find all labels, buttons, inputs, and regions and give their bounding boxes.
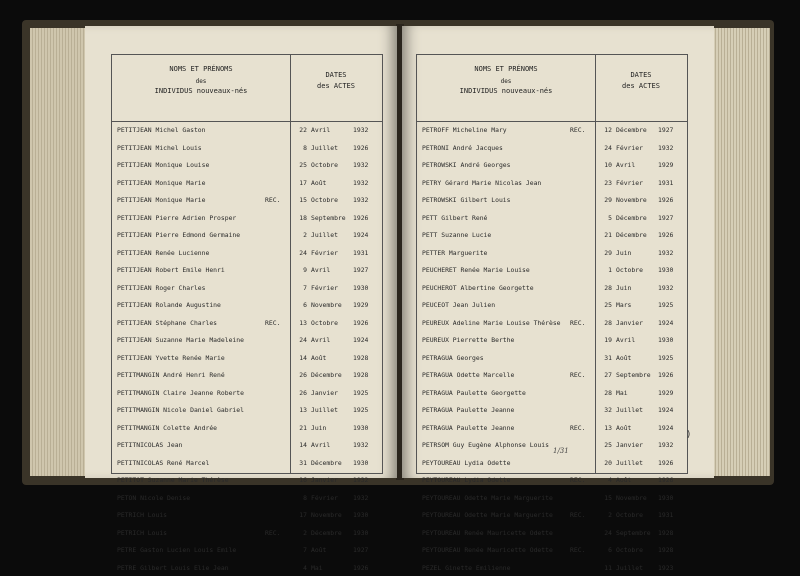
entry-name: PETT Gilbert René: [422, 214, 487, 222]
entry-month: Juillet: [616, 406, 643, 414]
table-row: [417, 209, 687, 227]
entry-day: 27: [598, 371, 612, 379]
table-row: [417, 191, 687, 209]
entry-month: Mai: [616, 389, 628, 397]
entry-year: 1930: [658, 494, 673, 502]
table-row: [417, 139, 687, 157]
entry-day: 10: [598, 161, 612, 169]
entry-day: 25: [598, 301, 612, 309]
page-edges-left: [30, 28, 88, 476]
entry-month: Novembre: [616, 494, 647, 502]
table-row: [112, 314, 382, 332]
entry-name: PEUREUX Adeline Marie Louise Thérèse: [422, 319, 561, 327]
entry-rec: REC.: [570, 424, 585, 432]
entry-year: 1932: [353, 179, 368, 187]
table-row: [417, 541, 687, 559]
entry-month: Août: [311, 354, 326, 362]
entry-year: 1925: [353, 406, 368, 414]
entry-day: 28: [598, 319, 612, 327]
entry-year: 1927: [353, 266, 368, 274]
entry-name: PETITMANGIN Claire Jeanne Roberte: [117, 389, 244, 397]
entry-year: 1930: [353, 284, 368, 292]
table-row: [112, 384, 382, 402]
entry-name: PETRE Gaston Lucien Louis Emile: [117, 546, 236, 554]
table-row: [417, 279, 687, 297]
entry-month: Janvier: [311, 389, 338, 397]
entry-year: 1930: [658, 266, 673, 274]
entry-name: PETITJEAN Roger Charles: [117, 284, 206, 292]
table-row: [112, 174, 382, 192]
entry-day: 15: [598, 494, 612, 502]
entry-year: 1929: [658, 389, 673, 397]
entry-month: Novembre: [616, 196, 647, 204]
entry-day: 2: [293, 231, 307, 239]
table-row: [112, 191, 382, 209]
entry-day: 13: [293, 319, 307, 327]
entry-name: PEZEL Ginette Emilienne: [422, 564, 511, 572]
entry-rec: REC.: [265, 529, 280, 537]
header-dates-title: DATES: [290, 71, 382, 80]
entry-name: PETITNICOLAS Jean: [117, 441, 182, 449]
entry-name: PEYTOUREAU Renée Mauricette Odette: [422, 546, 553, 554]
table-row: [112, 506, 382, 524]
entry-rec: REC.: [570, 476, 585, 484]
entry-year: 1925: [658, 354, 673, 362]
entry-year: 1924: [658, 319, 673, 327]
table-row: [112, 419, 382, 437]
left-table-header: [112, 55, 382, 122]
entry-name: PETRAGUA Paulette Georgette: [422, 389, 526, 397]
entry-month: Décembre: [311, 459, 342, 467]
entry-day: 2: [293, 529, 307, 537]
table-row: [112, 296, 382, 314]
header-names-subtitle: INDIVIDUS nouveaux-nés: [112, 87, 290, 96]
entry-name: PEYTOUREAU Lydia Odette: [422, 476, 511, 484]
entry-day: 26: [293, 389, 307, 397]
page-edges-right: [712, 28, 770, 476]
table-row: [417, 314, 687, 332]
table-row: [417, 121, 687, 139]
entry-rec: REC.: [570, 319, 585, 327]
table-row: [112, 349, 382, 367]
table-row: [112, 139, 382, 157]
entry-day: 8: [293, 494, 307, 502]
entry-name: PETITMANGIN Colette Andrée: [117, 424, 217, 432]
table-row: [112, 454, 382, 472]
header-names-subtitle: INDIVIDUS nouveaux-nés: [417, 87, 595, 96]
entry-name: PETITMANGIN André Henri René: [117, 371, 225, 379]
entry-month: Mai: [311, 564, 323, 572]
table-row: [417, 559, 687, 576]
entry-month: Novembre: [311, 301, 342, 309]
entry-day: 21: [293, 424, 307, 432]
entry-name: PETITJEAN Suzanne Marie Madeleine: [117, 336, 244, 344]
entry-day: 9: [293, 266, 307, 274]
right-page: [402, 26, 714, 478]
table-row: [417, 489, 687, 507]
entry-month: Octobre: [616, 511, 643, 519]
entry-month: Janvier: [616, 319, 643, 327]
entry-day: 14: [293, 441, 307, 449]
entry-day: 21: [598, 231, 612, 239]
entry-name: PEYTOUREAU Renée Mauricette Odette: [422, 529, 553, 537]
entry-day: 6: [293, 301, 307, 309]
pencil-mark: ): [686, 430, 691, 440]
table-row: [112, 121, 382, 139]
entry-day: 24: [293, 336, 307, 344]
entry-month: Juin: [311, 424, 326, 432]
entry-month: Décembre: [311, 529, 342, 537]
table-row: [417, 156, 687, 174]
entry-name: PETRAGUA Odette Marcelle: [422, 371, 514, 379]
entry-day: 6: [598, 546, 612, 554]
table-row: [112, 209, 382, 227]
entry-name: PETRAGUA Georges: [422, 354, 484, 362]
entry-day: 15: [293, 196, 307, 204]
table-row: [417, 436, 687, 454]
table-row: [112, 401, 382, 419]
entry-month: Janvier: [311, 476, 338, 484]
table-row: [112, 436, 382, 454]
entry-year: 1924: [353, 231, 368, 239]
entry-name: PETITJEAN Pierre Adrien Prosper: [117, 214, 236, 222]
entry-name: PETITJEAN Michel Louis: [117, 144, 202, 152]
left-register-table: [111, 54, 383, 474]
entry-month: Février: [616, 179, 643, 187]
entry-name: PETITJEAN Stéphane Charles: [117, 319, 217, 327]
header-names-title: NOMS ET PRÉNOMS: [112, 65, 290, 74]
table-row: [417, 296, 687, 314]
entry-name: PETITMANGIN Nicole Daniel Gabriel: [117, 406, 244, 414]
header-names-title: NOMS ET PRÉNOMS: [417, 65, 595, 74]
entry-month: Juillet: [311, 144, 338, 152]
entry-name: PETRICH Louis: [117, 511, 167, 519]
entry-year: 1932: [353, 494, 368, 502]
entry-name: PETRONI André Jacques: [422, 144, 503, 152]
entry-year: 1926: [658, 196, 673, 204]
entry-year: 1930: [353, 424, 368, 432]
entry-year: 1928: [353, 354, 368, 362]
entry-year: 1929: [658, 161, 673, 169]
entry-name: PEYTOUREAU Odette Marie Marguerite: [422, 511, 553, 519]
entry-rec: REC.: [570, 126, 585, 134]
table-row: [417, 261, 687, 279]
entry-month: Septembre: [616, 371, 651, 379]
entry-year: 1931: [658, 511, 673, 519]
entry-name: PEUCHEROT Albertine Georgette: [422, 284, 534, 292]
entry-year: 1931: [658, 179, 673, 187]
left-table-rows: [112, 121, 382, 576]
table-row: [417, 454, 687, 472]
entry-year: 1924: [658, 406, 673, 414]
table-row: [112, 489, 382, 507]
entry-year: 1929: [353, 301, 368, 309]
entry-day: 13: [598, 424, 612, 432]
entry-name: PETITJEAN Renée Lucienne: [117, 249, 209, 257]
table-row: [112, 366, 382, 384]
entry-name: PETITJEAN Monique Marie: [117, 196, 206, 204]
right-table-header: [417, 55, 687, 122]
table-row: [417, 226, 687, 244]
entry-month: Septembre: [311, 214, 346, 222]
table-row: [417, 419, 687, 437]
table-row: [112, 244, 382, 262]
table-row: [112, 261, 382, 279]
entry-day: 28: [598, 389, 612, 397]
entry-year: 1926: [353, 144, 368, 152]
entry-name: PETITOT Suzanne Marie Thérèse: [117, 476, 229, 484]
table-row: [112, 541, 382, 559]
entry-name: PETTER Marguerite: [422, 249, 487, 257]
entry-name: PEYTOUREAU Lydia Odette: [422, 459, 511, 467]
entry-year: 1925: [353, 389, 368, 397]
entry-name: PETROWSKI André Georges: [422, 161, 511, 169]
entry-day: 13: [293, 406, 307, 414]
entry-year: 1932: [353, 441, 368, 449]
entry-day: 20: [598, 459, 612, 467]
entry-month: Avril: [616, 336, 635, 344]
entry-year: 1927: [658, 126, 673, 134]
table-row: [112, 559, 382, 576]
entry-month: Juillet: [311, 231, 338, 239]
entry-rec: REC.: [570, 546, 585, 554]
table-row: [417, 174, 687, 192]
entry-name: PETROFF Micheline Mary: [422, 126, 507, 134]
table-row: [112, 471, 382, 489]
entry-name: PETT Suzanne Lucie: [422, 231, 491, 239]
entry-month: Juin: [616, 249, 631, 257]
entry-name: PETRICH Louis: [117, 529, 167, 537]
entry-month: Décembre: [616, 214, 647, 222]
table-row: [417, 524, 687, 542]
entry-year: 1930: [353, 459, 368, 467]
entry-month: Août: [616, 424, 631, 432]
entry-day: 2: [598, 511, 612, 519]
entry-name: PETITJEAN Robert Emile Henri: [117, 266, 225, 274]
entry-day: 17: [293, 179, 307, 187]
right-table-rows: [417, 121, 687, 576]
entry-month: Juillet: [616, 459, 643, 467]
entry-month: Septembre: [616, 529, 651, 537]
entry-name: PETITJEAN Rolande Augustine: [117, 301, 221, 309]
entry-name: PETRSOM Guy Eugène Alphonse Louis: [422, 441, 549, 449]
header-dates-subtitle: des ACTES: [290, 82, 382, 91]
entry-day: 24: [293, 249, 307, 257]
entry-month: Novembre: [311, 511, 342, 519]
entry-month: Décembre: [616, 126, 647, 134]
entry-day: 18: [293, 214, 307, 222]
entry-name: PETITJEAN Monique Louise: [117, 161, 209, 169]
table-row: [417, 384, 687, 402]
table-row: [112, 524, 382, 542]
entry-month: Décembre: [616, 231, 647, 239]
entry-year: 1928: [353, 371, 368, 379]
entry-day: 24: [598, 529, 612, 537]
entry-name: PETITJEAN Yvette Renée Marie: [117, 354, 225, 362]
entry-month: Février: [311, 284, 338, 292]
entry-rec: REC.: [570, 511, 585, 519]
entry-rec: REC.: [570, 371, 585, 379]
entry-day: 31: [293, 459, 307, 467]
entry-month: Avril: [616, 161, 635, 169]
entry-name: PETITJEAN Pierre Edmond Germaine: [117, 231, 240, 239]
entry-year: 1932: [658, 144, 673, 152]
entry-name: PETROWSKI Gilbert Louis: [422, 196, 511, 204]
entry-name: PETITJEAN Michel Gaston: [117, 126, 206, 134]
entry-name: PEYTOUREAU Odette Marie Marguerite: [422, 494, 553, 502]
table-row: [112, 279, 382, 297]
entry-year: 1926: [353, 564, 368, 572]
header-names-des: des: [417, 77, 595, 86]
entry-day: 26: [293, 371, 307, 379]
entry-year: 1932: [658, 249, 673, 257]
entry-month: Octobre: [311, 196, 338, 204]
entry-day: 25: [598, 441, 612, 449]
entry-month: Octobre: [616, 266, 643, 274]
entry-month: Janvier: [616, 441, 643, 449]
entry-year: 1928: [658, 529, 673, 537]
entry-day: 29: [598, 249, 612, 257]
entry-year: 1924: [658, 424, 673, 432]
entry-year: 1932: [658, 284, 673, 292]
entry-rec: REC.: [265, 196, 280, 204]
header-dates-subtitle: des ACTES: [595, 82, 687, 91]
entry-month: Février: [311, 249, 338, 257]
entry-month: Février: [311, 494, 338, 502]
entry-day: 8: [293, 144, 307, 152]
left-page: [85, 26, 397, 478]
entry-day: 29: [598, 196, 612, 204]
entry-name: PETRE Gilbert Louis Elie Jean: [117, 564, 229, 572]
entry-month: Avril: [311, 441, 330, 449]
entry-name: PETITJEAN Monique Marie: [117, 179, 206, 187]
table-row: [417, 331, 687, 349]
entry-year: 1932: [353, 196, 368, 204]
entry-day: 23: [598, 179, 612, 187]
entry-month: Juillet: [616, 564, 643, 572]
entry-month: Avril: [311, 336, 330, 344]
table-row: [417, 506, 687, 524]
entry-year: 1932: [658, 441, 673, 449]
entry-month: Février: [616, 144, 643, 152]
entry-month: Août: [616, 354, 631, 362]
entry-name: PEUREUX Pierrette Berthe: [422, 336, 514, 344]
entry-year: 1930: [353, 511, 368, 519]
handwritten-note: 1/31: [553, 447, 569, 455]
entry-year: 1924: [353, 336, 368, 344]
entry-year: 1932: [353, 126, 368, 134]
entry-day: 12: [598, 126, 612, 134]
entry-day: 19: [598, 336, 612, 344]
entry-year: 1926: [658, 371, 673, 379]
entry-month: Octobre: [311, 319, 338, 327]
entry-month: Août: [616, 476, 631, 484]
entry-day: 14: [293, 354, 307, 362]
entry-name: PEUCEOT Jean Julien: [422, 301, 495, 309]
entry-day: 7: [293, 546, 307, 554]
header-dates-title: DATES: [595, 71, 687, 80]
entry-rec: REC.: [265, 319, 280, 327]
entry-year: 1923: [658, 564, 673, 572]
entry-day: 1: [598, 266, 612, 274]
entry-year: 1926: [658, 231, 673, 239]
entry-year: 1926: [353, 319, 368, 327]
entry-day: 25: [293, 161, 307, 169]
entry-name: PETRY Gérard Marie Nicolas Jean: [422, 179, 541, 187]
entry-month: Août: [311, 179, 326, 187]
table-row: [417, 401, 687, 419]
entry-month: Juillet: [311, 406, 338, 414]
table-row: [417, 349, 687, 367]
entry-name: PETON Nicole Denise: [117, 494, 190, 502]
entry-year: 1926: [353, 214, 368, 222]
entry-month: Décembre: [311, 371, 342, 379]
table-row: [417, 244, 687, 262]
entry-day: 22: [293, 126, 307, 134]
right-register-table: [416, 54, 688, 474]
entry-name: PETRAGUA Paulette Jeanne: [422, 424, 514, 432]
entry-year: 1932: [353, 161, 368, 169]
header-names-des: des: [112, 77, 290, 86]
entry-year: 1931: [353, 249, 368, 257]
entry-day: 24: [598, 144, 612, 152]
entry-year: 1930: [658, 336, 673, 344]
entry-year: 1927: [353, 546, 368, 554]
entry-month: Avril: [311, 266, 330, 274]
entry-month: Août: [311, 546, 326, 554]
entry-year: 1932: [353, 476, 368, 484]
entry-day: 17: [293, 511, 307, 519]
entry-day: 11: [598, 564, 612, 572]
table-row: [112, 156, 382, 174]
entry-day: 28: [598, 284, 612, 292]
entry-day: 4: [598, 476, 612, 484]
entry-year: 1927: [658, 214, 673, 222]
entry-month: Octobre: [311, 161, 338, 169]
table-row: [112, 331, 382, 349]
entry-month: Juin: [616, 284, 631, 292]
table-row: [417, 366, 687, 384]
entry-month: Octobre: [616, 546, 643, 554]
entry-day: 31: [598, 354, 612, 362]
table-row: [417, 471, 687, 489]
entry-name: PETRAGUA Paulette Jeanne: [422, 406, 514, 414]
entry-month: Mars: [616, 301, 631, 309]
entry-year: 1926: [658, 476, 673, 484]
entry-year: 1928: [658, 546, 673, 554]
entry-year: 1925: [658, 301, 673, 309]
entry-day: 32: [598, 406, 612, 414]
table-row: [112, 226, 382, 244]
entry-year: 1930: [353, 529, 368, 537]
entry-year: 1926: [658, 459, 673, 467]
entry-day: 7: [293, 284, 307, 292]
entry-day: 4: [293, 564, 307, 572]
entry-day: 5: [598, 214, 612, 222]
entry-name: PETITNICOLAS René Marcel: [117, 459, 209, 467]
entry-name: PEUCHERET Renée Marie Louise: [422, 266, 530, 274]
entry-month: Avril: [311, 126, 330, 134]
entry-day: 16: [293, 476, 307, 484]
